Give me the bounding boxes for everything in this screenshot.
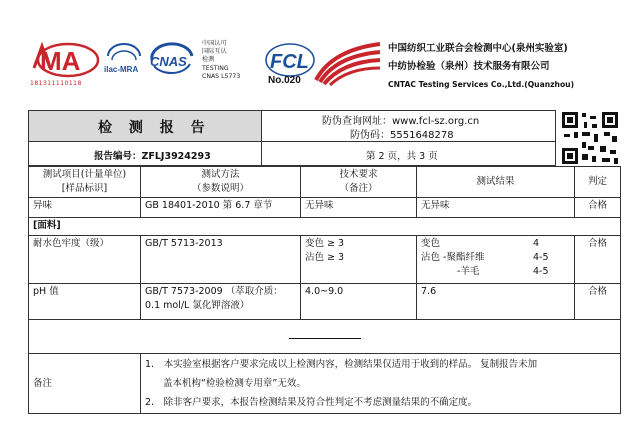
- cnas-text-line: TESTING: [202, 64, 229, 72]
- divider: [261, 110, 262, 166]
- result-line: [421, 265, 570, 279]
- group-label: [面料]: [29, 218, 621, 236]
- cell-requirement: [301, 236, 417, 284]
- cnas-accreditation-text: [202, 40, 240, 81]
- end-of-results-line: [29, 320, 621, 354]
- method-line: 0.1 mol/L 氯化钾溶液）: [145, 300, 250, 311]
- cell-method: [141, 284, 301, 320]
- result-label: 变色: [421, 238, 441, 249]
- organization-names: [388, 40, 574, 94]
- note-line: 盖本机构“检验检测专用章”无效。: [163, 378, 306, 389]
- cell-method: GB/T 5713-2013: [141, 236, 301, 284]
- end-dash: [289, 338, 361, 339]
- header-result: 测试结果: [417, 167, 575, 198]
- ilac-mra-logo: [102, 40, 146, 80]
- table-row: [29, 284, 621, 320]
- cma-number: 181311110118: [30, 80, 82, 87]
- note-line: 1. 本实验室根据客户要求完成以上检测内容，检测结果仅适用于收到的样品。 复制报告未加: [145, 359, 538, 370]
- svg-text:FCL: FCL: [270, 51, 309, 73]
- svg-text:ilac-MRA: ilac-MRA: [104, 65, 139, 74]
- divider: [28, 141, 556, 142]
- cell-verdict: 合格: [575, 284, 621, 320]
- cell-item: pH 值: [29, 284, 141, 320]
- group-row: [29, 218, 621, 236]
- header-item-line: 测试项目(计量单位): [42, 169, 127, 180]
- notes-content: [141, 354, 621, 414]
- requirement-line: 沾色 ≥ 3: [305, 252, 345, 263]
- header-item-line: [样品标识]: [61, 183, 108, 194]
- cell-result: 无异味: [417, 198, 575, 218]
- result-label: -羊毛: [457, 266, 480, 277]
- report-title: 检 测 报 告: [98, 120, 211, 136]
- method-line: GB/T 7573-2009 （萃取介质：: [145, 286, 283, 297]
- result-value: 4-5: [533, 266, 549, 277]
- result-line: [421, 251, 570, 265]
- result-line: [421, 237, 570, 251]
- cntac-wave-logo: [312, 40, 384, 86]
- cell-requirement: 4.0~9.0: [301, 284, 417, 320]
- notes-row: [29, 354, 621, 414]
- table-header-row: [29, 167, 621, 198]
- header-method: [141, 167, 301, 198]
- results-table: [28, 166, 621, 414]
- org-name-cn-1: 中国纺织工业联合会检测中心(泉州实验室): [388, 43, 568, 54]
- svg-text:CNAS: CNAS: [150, 54, 187, 69]
- result-label: 沾色 -聚酯纤维: [421, 252, 485, 263]
- result-value: 4-5: [533, 252, 549, 263]
- end-marker-row: [29, 320, 621, 354]
- table-row: [29, 236, 621, 284]
- cnas-text-line: 检测: [202, 56, 215, 64]
- requirement-line: 变色 ≥ 3: [305, 238, 345, 249]
- qr-code-icon: [560, 110, 620, 166]
- result-value: 4: [533, 238, 540, 249]
- cell-result: 7.6: [417, 284, 575, 320]
- report-number: 报告编号：ZFLJ3924293: [94, 151, 211, 162]
- fcl-number: No.020: [268, 75, 301, 86]
- cell-verdict: 合格: [575, 198, 621, 218]
- header-item: [29, 167, 141, 198]
- cell-result: [417, 236, 575, 284]
- notes-label: 备注: [29, 354, 141, 414]
- verify-code: 防伪码：5551648278: [350, 130, 454, 141]
- cnas-logo: [146, 38, 198, 82]
- table-row: [29, 198, 621, 218]
- header-verdict: 判定: [575, 167, 621, 198]
- cell-item: 耐水色牢度（级）: [29, 236, 141, 284]
- header-method-line: 测试方法: [201, 169, 240, 180]
- cnas-text-line: CNAS L5773: [202, 72, 241, 80]
- verify-website: 防伪查询网址：www.fcl-sz.org.cn: [322, 116, 480, 127]
- note-line: 2. 除非客户要求，本报告检测结果及符合性判定不考虑测量结果的不确定度。: [145, 397, 478, 408]
- cell-verdict: 合格: [575, 236, 621, 284]
- header-method-line: （参数说明）: [191, 183, 249, 194]
- cnas-text-line: 国际互认: [202, 48, 227, 56]
- cnas-text-line: 中国认可: [202, 40, 227, 47]
- header-requirement: [301, 167, 417, 198]
- header-req-line: 技术要求: [339, 169, 378, 180]
- cell-method: GB 18401-2010 第 6.7 章节: [141, 198, 301, 218]
- header-req-line: （备注）: [339, 183, 378, 194]
- svg-text:MA: MA: [40, 46, 81, 76]
- cell-item: 异味: [29, 198, 141, 218]
- org-name-cn-2: 中纺协检验（泉州）技术服务有限公司: [388, 61, 550, 72]
- cell-requirement: 无异味: [301, 198, 417, 218]
- page-info: 第 2 页，共 3 页: [366, 151, 438, 162]
- org-name-en: CNTAC Testing Services Co.,Ltd.(Quanzhou): [388, 80, 575, 89]
